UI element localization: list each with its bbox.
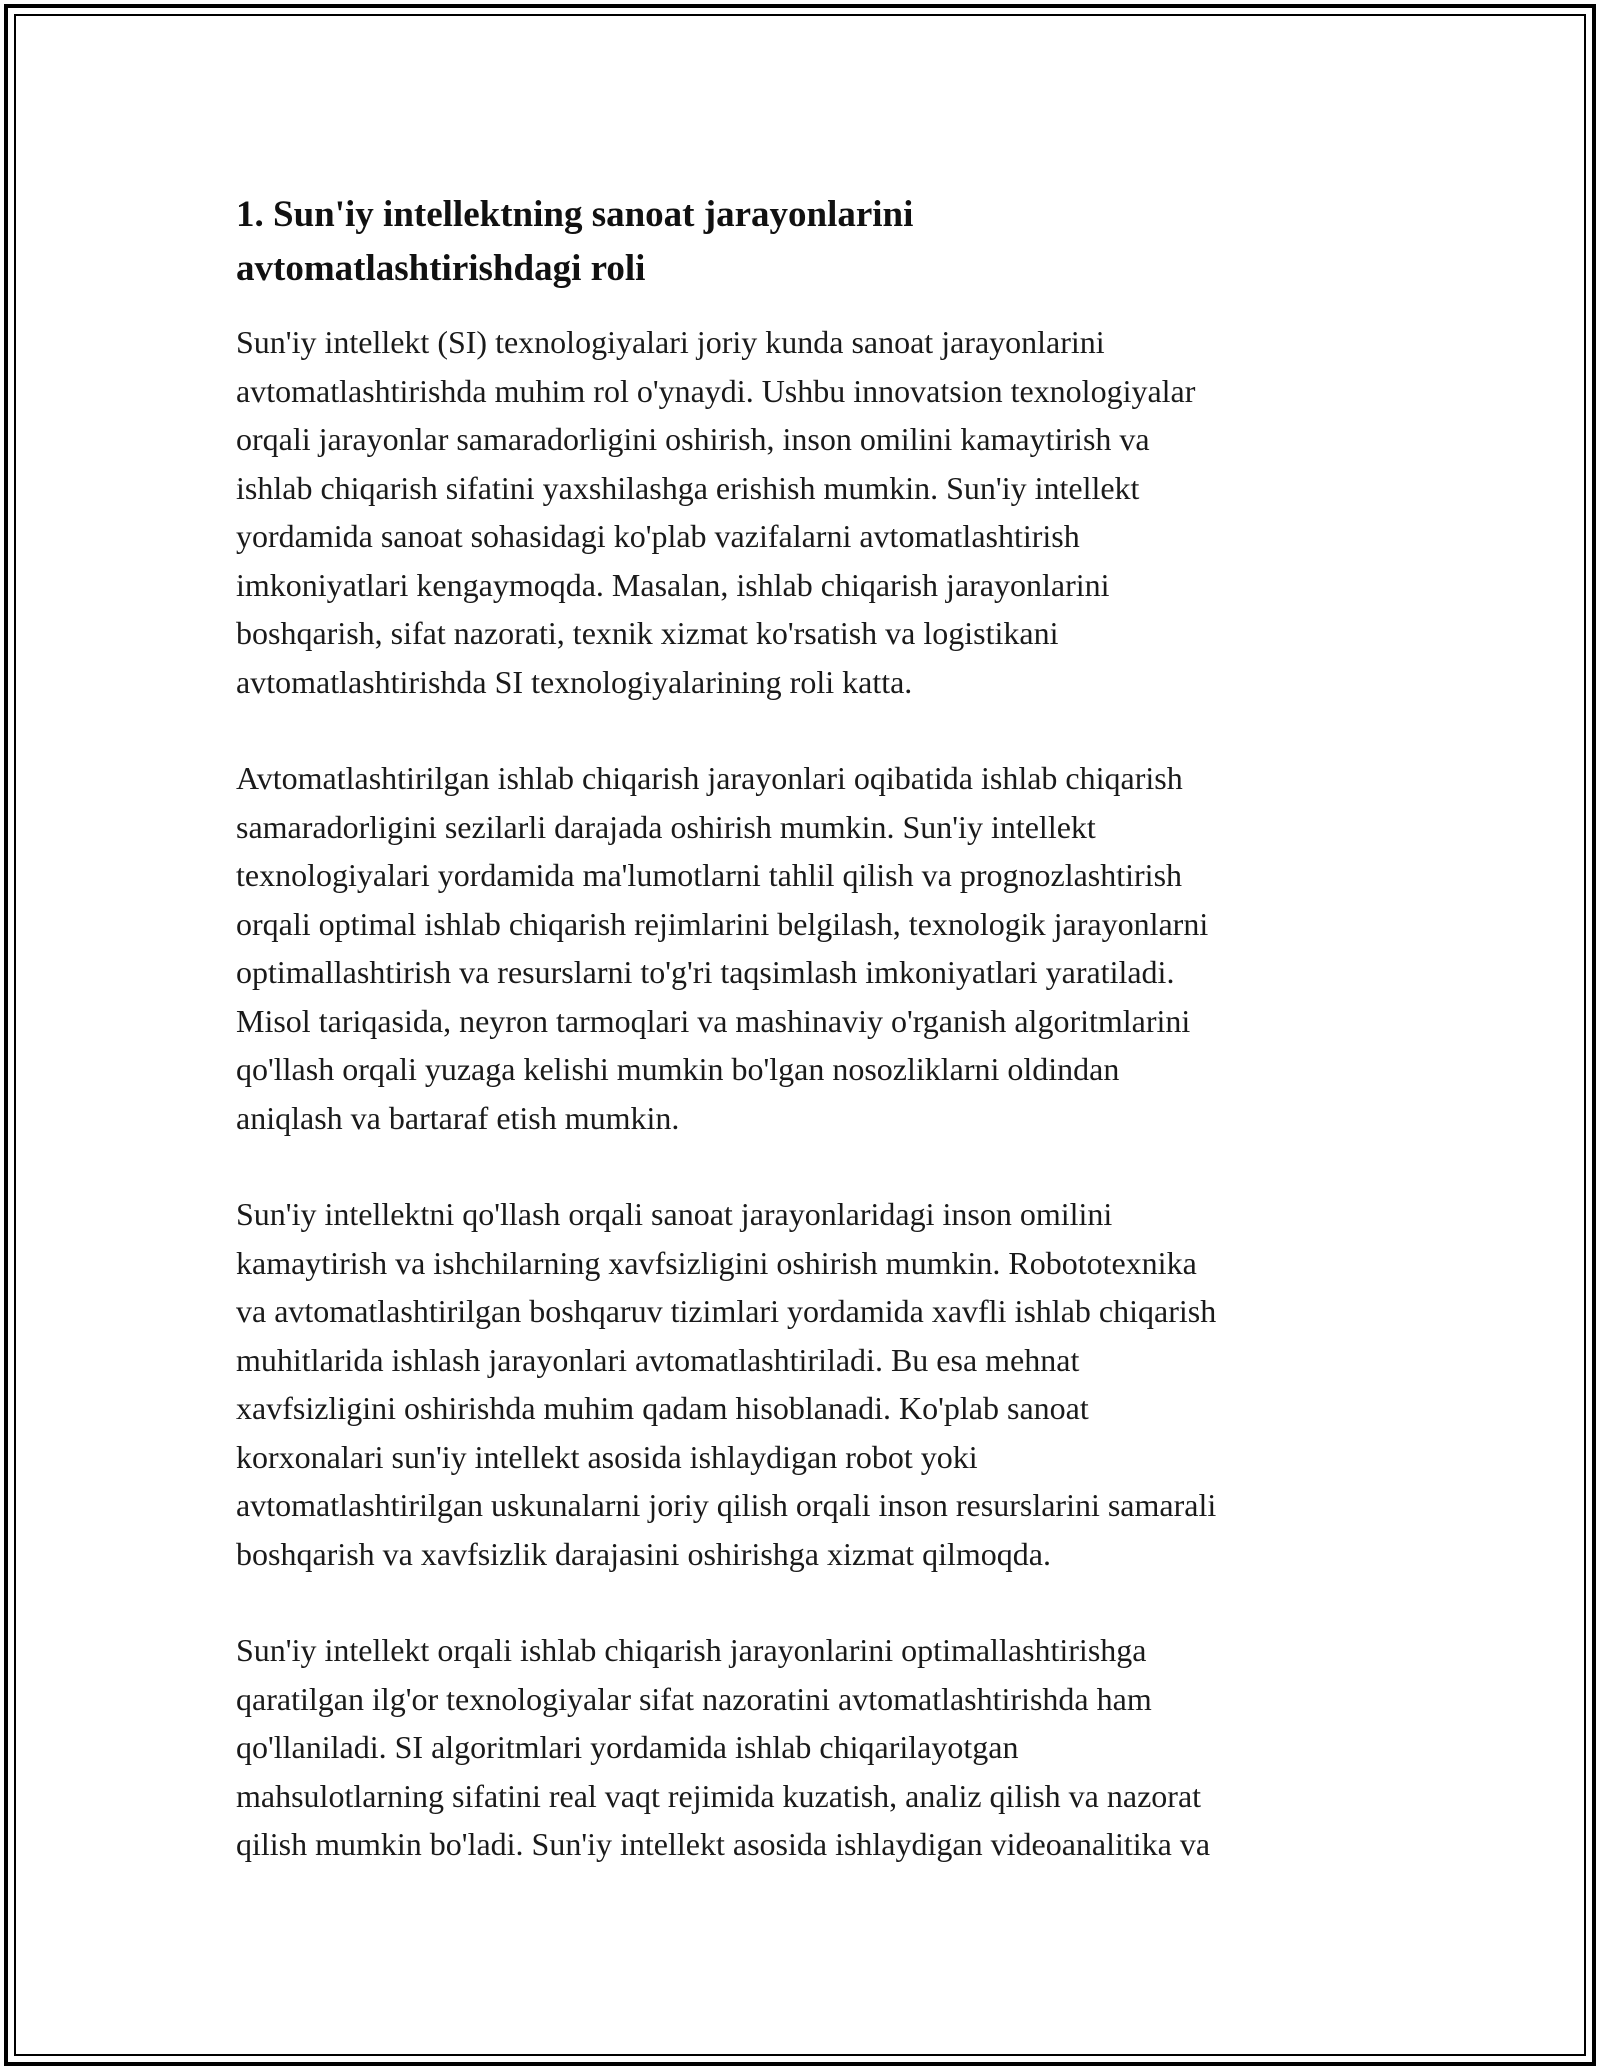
paragraph-3: Sun'iy intellektni qo'llash orqali sanoat jarayonlaridagi inson omilini kamaytirish va ishchilarning xavfsizligini oshirish mumkin. Robototexnika va avtomatlashtirilgan boshqaruv tizimlari yordamida xavfli ishlab chiqarish muhitlarida ishlash jarayonlari avtomatlashtiriladi. Bu esa mehnat xavfsizligini oshirishda muhim qadam hisoblanadi. Ko'plab sanoat korxonalari sun'iy intellekt asosida ishlaydigan robot yoki avtomatlashtirilgan uskunalarni joriy qilish orqali inson resurslarini samarali boshqarish va xavfsizlik darajasini oshirishga xizmat qilmoqda. — [236, 1196, 1217, 1572]
document-body — [236, 188, 1366, 1917]
paragraph-2: Avtomatlashtirilgan ishlab chiqarish jarayonlari oqibatida ishlab chiqarish samaradorligini sezilarli darajada oshirish mumkin. Sun'iy intellekt texnologiyalari yordamida ma'lumotlarni tahlil qilish va prognozlashtirish orqali optimal ishlab chiqarish rejimlarini belgilash, texnologik jarayonlarni optimallashtirish va resurslarni to'g'ri taqsimlash imkoniyatlari yaratiladi. Misol tariqasida, neyron tarmoqlari va mashinaviy o'rganish algoritmlarini qo'llash orqali yuzaga kelishi mumkin bo'lgan nosozliklarni oldindan aniqlash va bartaraf etish mumkin. — [236, 760, 1209, 1136]
section-heading: 1. Sun'iy intellektning sanoat jarayonlarini avtomatlashtirishdagi roli — [236, 194, 914, 289]
paragraph-1: Sun'iy intellekt (SI) texnologiyalari joriy kunda sanoat jarayonlarini avtomatlashtirishda muhim rol o'ynaydi. Ushbu innovatsion texnologiyalar orqali jarayonlar samaradorligini oshirish, inson omilini kamaytirish va ishlab chiqarish sifatini yaxshilashga erishish mumkin. Sun'iy intellekt yordamida sanoat sohasidagi ko'plab vazifalarni avtomatlashtirish imkoniyatlari kengaymoqda. Masalan, ishlab chiqarish jarayonlarini boshqarish, sifat nazorati, texnik xizmat ko'rsatish va logistikani avtomatlashtirishda SI texnologiyalarining roli katta. — [236, 324, 1196, 700]
paragraph-4: Sun'iy intellekt orqali ishlab chiqarish jarayonlarini optimallashtirishga qaratilgan ilg'or texnologiyalar sifat nazoratini avtomatlashtirishda ham qo'llaniladi. SI algoritmlari yordamida ishlab chiqarilayotgan mahsulotlarning sifatini real vaqt rejimida kuzatish, analiz qilish va nazorat qilish mumkin bo'ladi. Sun'iy intellekt asosida ishlaydigan videoanalitika va — [236, 1632, 1211, 1862]
